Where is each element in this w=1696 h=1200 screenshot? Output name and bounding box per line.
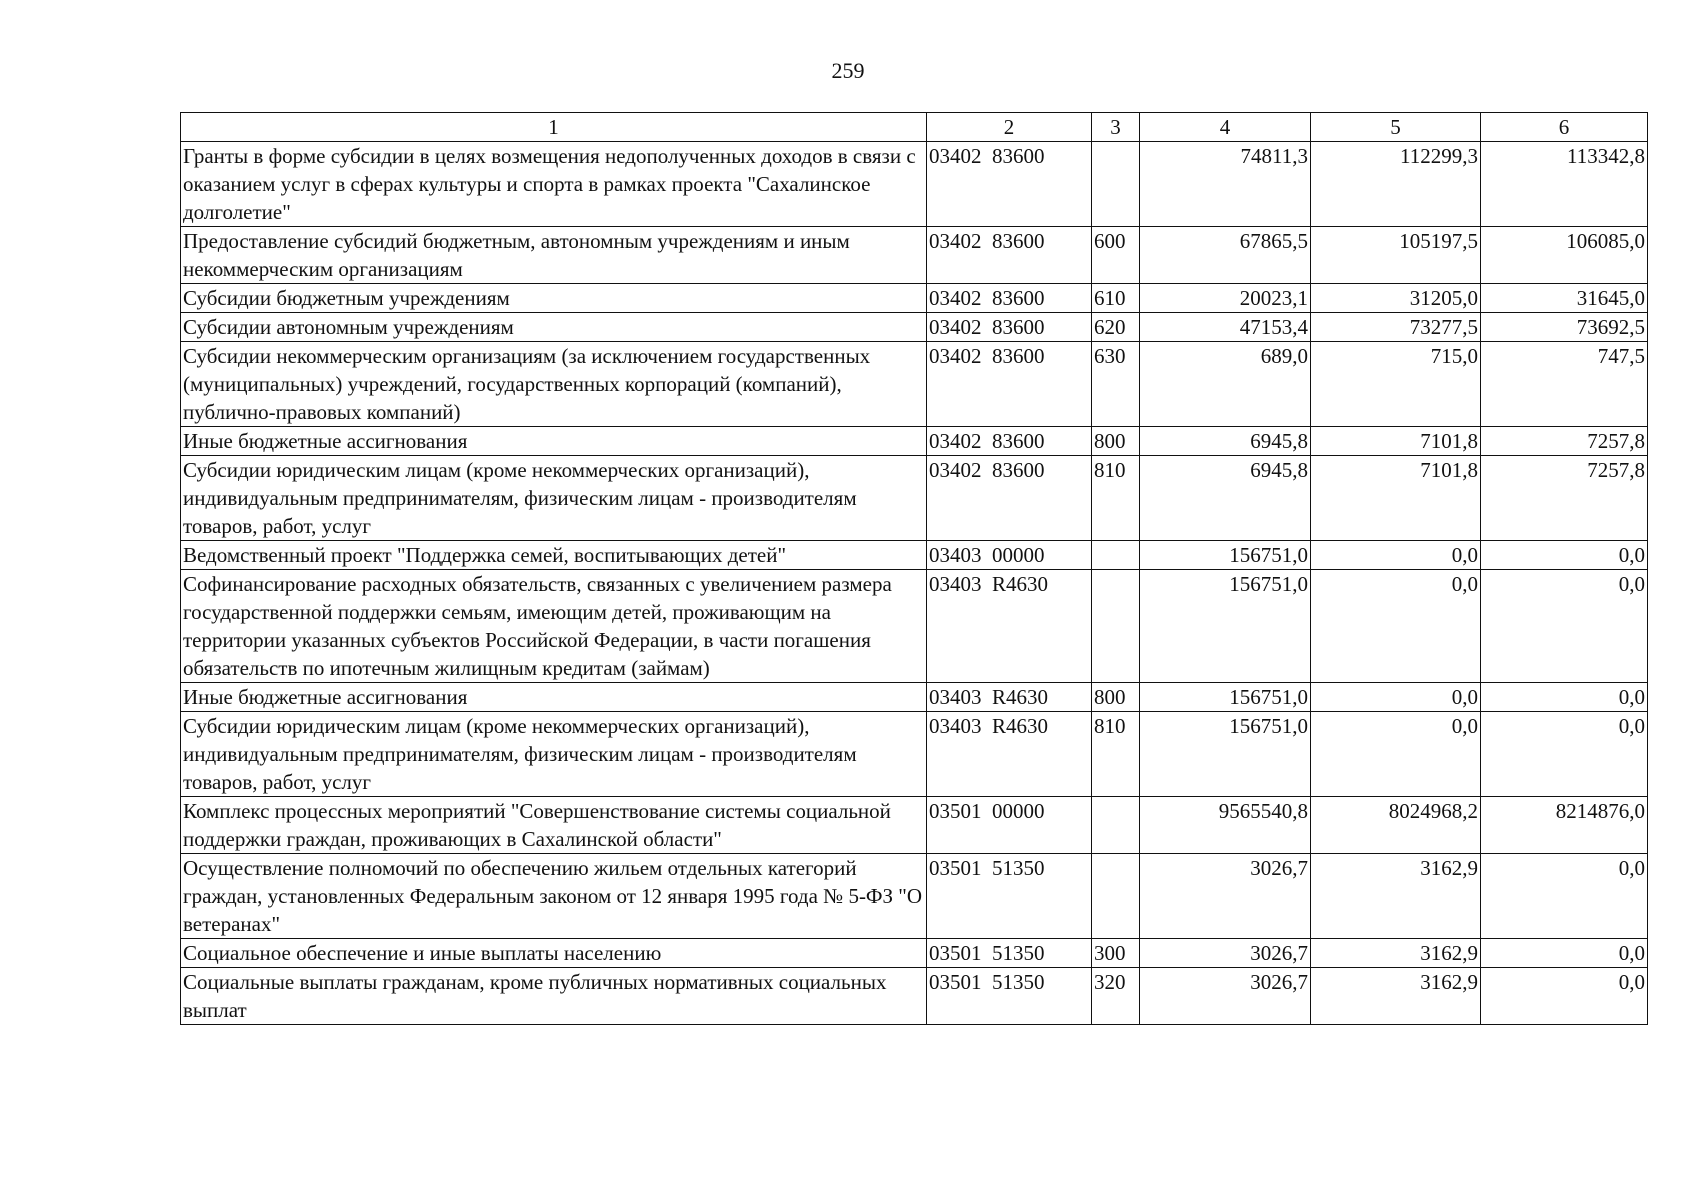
row-expense-type-code <box>1092 570 1140 683</box>
row-amount-col4: 3026,7 <box>1140 854 1311 939</box>
row-target-article-code: 03402 83600 <box>927 284 1092 313</box>
column-header: 2 <box>927 113 1092 142</box>
row-target-article-code: 03403 00000 <box>927 541 1092 570</box>
row-target-article-code: 03501 00000 <box>927 797 1092 854</box>
column-header: 1 <box>181 113 927 142</box>
table-row <box>181 683 1648 712</box>
table-row <box>181 854 1648 939</box>
row-amount-col5: 715,0 <box>1311 342 1481 427</box>
row-expense-type-code <box>1092 854 1140 939</box>
table-row <box>181 342 1648 427</box>
budget-table <box>180 112 1648 1025</box>
row-amount-col5: 3162,9 <box>1311 939 1481 968</box>
row-name-cell: Иные бюджетные ассигнования <box>181 427 927 456</box>
table-row <box>181 968 1648 1025</box>
row-amount-col5: 0,0 <box>1311 712 1481 797</box>
row-amount-col6: 106085,0 <box>1481 227 1648 284</box>
page-number: 259 <box>831 58 865 83</box>
row-amount-col5: 0,0 <box>1311 570 1481 683</box>
row-amount-col5: 73277,5 <box>1311 313 1481 342</box>
row-amount-col5: 8024968,2 <box>1311 797 1481 854</box>
row-name-cell: Субсидии юридическим лицам (кроме некоммерческих организаций), индивидуальным предпринимателям, физическим лицам - производителям товаров, работ, услуг <box>181 456 927 541</box>
row-amount-col4: 156751,0 <box>1140 683 1311 712</box>
row-amount-col5: 3162,9 <box>1311 968 1481 1025</box>
row-amount-col6: 31645,0 <box>1481 284 1648 313</box>
row-amount-col4: 6945,8 <box>1140 427 1311 456</box>
table-row <box>181 797 1648 854</box>
row-target-article-code: 03501 51350 <box>927 968 1092 1025</box>
row-target-article-code: 03402 83600 <box>927 142 1092 227</box>
table-row <box>181 712 1648 797</box>
column-header: 4 <box>1140 113 1311 142</box>
row-expense-type-code: 810 <box>1092 456 1140 541</box>
row-target-article-code: 03403 R4630 <box>927 570 1092 683</box>
row-amount-col6: 0,0 <box>1481 683 1648 712</box>
row-expense-type-code <box>1092 797 1140 854</box>
column-header: 3 <box>1092 113 1140 142</box>
row-name-cell: Ведомственный проект "Поддержка семей, воспитывающих детей" <box>181 541 927 570</box>
row-name-cell: Иные бюджетные ассигнования <box>181 683 927 712</box>
row-amount-col4: 3026,7 <box>1140 939 1311 968</box>
row-name-cell: Социальные выплаты гражданам, кроме публичных нормативных социальных выплат <box>181 968 927 1025</box>
row-amount-col4: 156751,0 <box>1140 712 1311 797</box>
row-amount-col6: 8214876,0 <box>1481 797 1648 854</box>
row-amount-col6: 0,0 <box>1481 541 1648 570</box>
row-expense-type-code: 600 <box>1092 227 1140 284</box>
row-expense-type-code: 800 <box>1092 683 1140 712</box>
row-target-article-code: 03402 83600 <box>927 427 1092 456</box>
row-expense-type-code: 810 <box>1092 712 1140 797</box>
table-row <box>181 541 1648 570</box>
row-target-article-code: 03403 R4630 <box>927 683 1092 712</box>
row-amount-col4: 156751,0 <box>1140 570 1311 683</box>
row-amount-col4: 74811,3 <box>1140 142 1311 227</box>
row-amount-col6: 0,0 <box>1481 570 1648 683</box>
row-amount-col6: 113342,8 <box>1481 142 1648 227</box>
row-name-cell: Осуществление полномочий по обеспечению жильем отдельных категорий граждан, установленных Федеральным законом от 12 января 1995 года № 5-ФЗ "О ветеранах" <box>181 854 927 939</box>
row-amount-col4: 6945,8 <box>1140 456 1311 541</box>
row-amount-col5: 112299,3 <box>1311 142 1481 227</box>
table-row <box>181 570 1648 683</box>
row-target-article-code: 03501 51350 <box>927 854 1092 939</box>
column-header: 5 <box>1311 113 1481 142</box>
row-amount-col6: 0,0 <box>1481 968 1648 1025</box>
table-row <box>181 227 1648 284</box>
row-expense-type-code: 800 <box>1092 427 1140 456</box>
row-name-cell: Субсидии юридическим лицам (кроме некоммерческих организаций), индивидуальным предпринимателям, физическим лицам - производителям товаров, работ, услуг <box>181 712 927 797</box>
row-target-article-code: 03402 83600 <box>927 313 1092 342</box>
table-row <box>181 456 1648 541</box>
row-amount-col4: 9565540,8 <box>1140 797 1311 854</box>
row-target-article-code: 03402 83600 <box>927 342 1092 427</box>
row-amount-col5: 0,0 <box>1311 541 1481 570</box>
row-expense-type-code: 620 <box>1092 313 1140 342</box>
row-amount-col6: 7257,8 <box>1481 427 1648 456</box>
row-name-cell: Софинансирование расходных обязательств, связанных с увеличением размера государственной поддержки семьям, имеющим детей, проживающим на территории указанных субъектов Российской Федерации, в части погашения обязательств по ипотечным жилищным кредитам (займам) <box>181 570 927 683</box>
row-amount-col6: 747,5 <box>1481 342 1648 427</box>
row-target-article-code: 03402 83600 <box>927 227 1092 284</box>
row-name-cell: Предоставление субсидий бюджетным, автономным учреждениям и иным некоммерческим организациям <box>181 227 927 284</box>
row-target-article-code: 03403 R4630 <box>927 712 1092 797</box>
row-expense-type-code: 320 <box>1092 968 1140 1025</box>
row-amount-col4: 689,0 <box>1140 342 1311 427</box>
table-row <box>181 427 1648 456</box>
row-expense-type-code <box>1092 541 1140 570</box>
row-expense-type-code: 630 <box>1092 342 1140 427</box>
row-amount-col4: 67865,5 <box>1140 227 1311 284</box>
row-expense-type-code <box>1092 142 1140 227</box>
table-header-row <box>181 113 1648 142</box>
row-amount-col4: 156751,0 <box>1140 541 1311 570</box>
table-row <box>181 142 1648 227</box>
row-name-cell: Субсидии некоммерческим организациям (за исключением государственных (муниципальных) учреждений, государственных корпораций (компаний), публично-правовых компаний) <box>181 342 927 427</box>
row-name-cell: Субсидии бюджетным учреждениям <box>181 284 927 313</box>
row-expense-type-code: 610 <box>1092 284 1140 313</box>
row-amount-col6: 0,0 <box>1481 854 1648 939</box>
table-row <box>181 284 1648 313</box>
row-expense-type-code: 300 <box>1092 939 1140 968</box>
row-amount-col5: 3162,9 <box>1311 854 1481 939</box>
row-amount-col5: 31205,0 <box>1311 284 1481 313</box>
column-header: 6 <box>1481 113 1648 142</box>
row-name-cell: Комплекс процессных мероприятий "Совершенствование системы социальной поддержки граждан, проживающих в Сахалинской области" <box>181 797 927 854</box>
row-name-cell: Социальное обеспечение и иные выплаты населению <box>181 939 927 968</box>
row-name-cell: Гранты в форме субсидии в целях возмещения недополученных доходов в связи с оказанием услуг в сферах культуры и спорта в рамках проекта "Сахалинское долголетие" <box>181 142 927 227</box>
row-amount-col4: 3026,7 <box>1140 968 1311 1025</box>
row-name-cell: Субсидии автономным учреждениям <box>181 313 927 342</box>
row-amount-col6: 73692,5 <box>1481 313 1648 342</box>
row-target-article-code: 03402 83600 <box>927 456 1092 541</box>
table-row <box>181 939 1648 968</box>
row-amount-col4: 47153,4 <box>1140 313 1311 342</box>
row-amount-col5: 7101,8 <box>1311 456 1481 541</box>
row-target-article-code: 03501 51350 <box>927 939 1092 968</box>
row-amount-col6: 0,0 <box>1481 712 1648 797</box>
row-amount-col4: 20023,1 <box>1140 284 1311 313</box>
table-row <box>181 313 1648 342</box>
row-amount-col5: 7101,8 <box>1311 427 1481 456</box>
row-amount-col5: 105197,5 <box>1311 227 1481 284</box>
row-amount-col5: 0,0 <box>1311 683 1481 712</box>
row-amount-col6: 7257,8 <box>1481 456 1648 541</box>
row-amount-col6: 0,0 <box>1481 939 1648 968</box>
